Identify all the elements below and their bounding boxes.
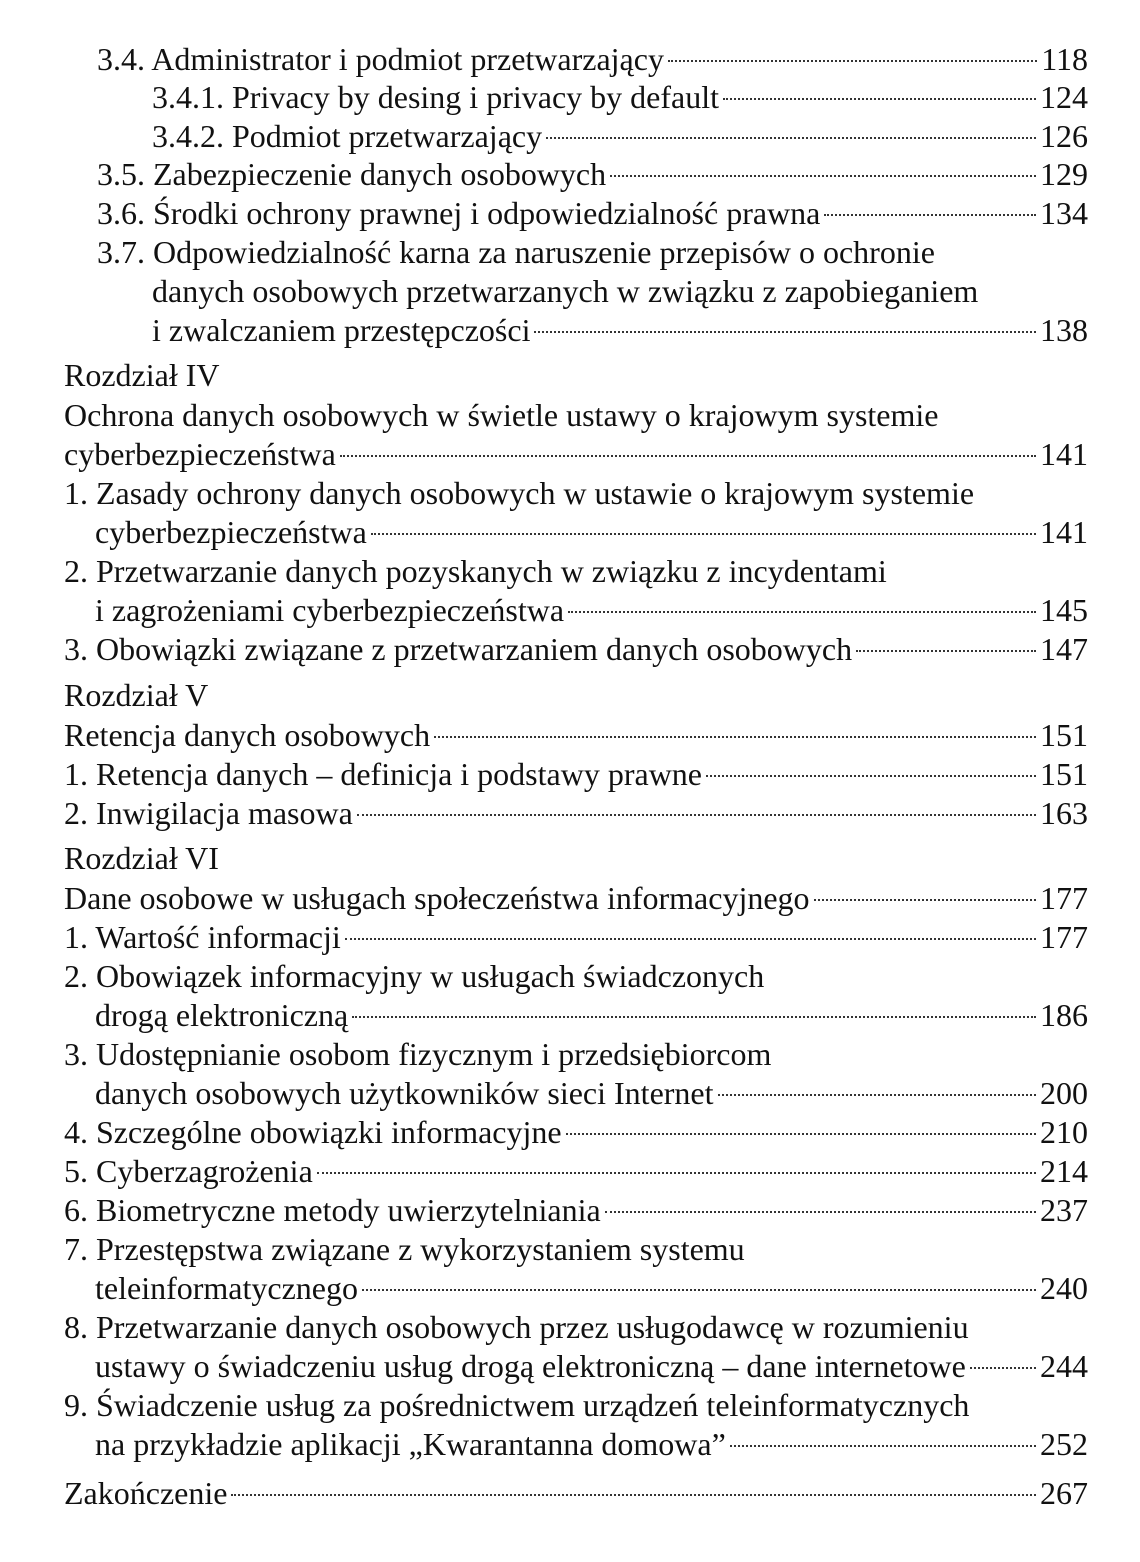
leader-dots xyxy=(824,214,1036,216)
leader-dots xyxy=(362,1289,1036,1291)
toc-entry-title: 3.5. Zabezpieczenie danych osobowych xyxy=(97,156,607,192)
leader-dots xyxy=(357,814,1036,816)
toc-entry xyxy=(97,155,1088,194)
toc-page-number: 126 xyxy=(1040,118,1088,154)
toc-entry xyxy=(64,1113,1088,1152)
leader-dots xyxy=(317,1172,1036,1174)
toc-entry-title: i zagrożeniami cyberbezpieczeństwa xyxy=(95,592,565,628)
chapter-title: Retencja danych osobowych xyxy=(64,717,431,753)
leader-dots xyxy=(345,938,1036,940)
toc-entry-title: ustawy o świadczeniu usług drogą elektroniczną – dane internetowe xyxy=(95,1348,966,1384)
toc-page-number: 244 xyxy=(1040,1348,1088,1384)
chapter-heading xyxy=(64,676,1088,715)
leader-dots xyxy=(668,60,1037,62)
toc-page-number: 237 xyxy=(1040,1192,1088,1228)
chapter-title: cyberbezpieczeństwa xyxy=(64,436,336,472)
toc-page-number: 124 xyxy=(1040,79,1088,115)
toc-entry xyxy=(64,1191,1088,1230)
toc-page-number: 200 xyxy=(1040,1075,1088,1111)
leader-dots xyxy=(730,1445,1036,1447)
leader-dots xyxy=(546,137,1036,139)
toc-entry xyxy=(95,513,1088,552)
toc-entry xyxy=(64,716,1088,755)
toc-page-number: 186 xyxy=(1040,997,1088,1033)
toc-entry-title: 3. Udostępnianie osobom fizycznym i przedsiębiorcom xyxy=(64,1036,772,1072)
toc-page-number: 134 xyxy=(1040,195,1088,231)
toc-page-number: 141 xyxy=(1040,436,1088,472)
toc-entry-title: 3.4. Administrator i podmiot przetwarzający xyxy=(97,41,664,77)
toc-entry xyxy=(95,1269,1088,1308)
leader-dots xyxy=(970,1367,1036,1369)
leader-dots xyxy=(371,533,1036,535)
toc-entry-title: 1. Zasady ochrony danych osobowych w ustawie o krajowym systemie xyxy=(64,475,975,511)
toc-entry-title: 2. Inwigilacja masowa xyxy=(64,795,353,831)
toc-entry-title: 3.4.2. Podmiot przetwarzający xyxy=(152,118,543,154)
chapter-heading xyxy=(64,356,1088,395)
toc-page-number: 267 xyxy=(1040,1475,1088,1511)
toc-entry-line xyxy=(64,474,1088,513)
toc-entry xyxy=(95,996,1088,1035)
toc-entry-title: cyberbezpieczeństwa xyxy=(95,514,367,550)
chapter-title: Zakończenie xyxy=(64,1475,228,1511)
toc-page-number: 240 xyxy=(1040,1270,1088,1306)
toc-entry-title: 3.7. Odpowiedzialność karna za naruszenie przepisów o ochronie xyxy=(97,234,935,270)
chapter-title: Dane osobowe w usługach społeczeństwa informacyjnego xyxy=(64,880,810,916)
leader-dots xyxy=(340,455,1036,457)
toc-entry-title: danych osobowych przetwarzanych w związku z zapobieganiem xyxy=(152,273,979,309)
toc-page-number: 252 xyxy=(1040,1426,1088,1462)
toc-entry-title: drogą elektroniczną xyxy=(95,997,349,1033)
toc-entry-line xyxy=(64,552,1088,591)
toc-page-number: 151 xyxy=(1040,756,1088,792)
leader-dots xyxy=(610,175,1036,177)
toc-entry-line xyxy=(64,1230,1088,1269)
toc-entry xyxy=(64,630,1088,669)
chapter-label: Rozdział VI xyxy=(64,840,219,876)
toc-entry xyxy=(64,1474,1088,1513)
toc-entry-title: 6. Biometryczne metody uwierzytelniania xyxy=(64,1192,601,1228)
toc-entry xyxy=(95,591,1088,630)
toc-entry xyxy=(95,1347,1088,1386)
toc-entry-title: i zwalczaniem przestępczości xyxy=(152,312,531,348)
toc-entry-title: 3. Obowiązki związane z przetwarzaniem danych osobowych xyxy=(64,631,853,667)
leader-dots xyxy=(534,331,1036,333)
toc-entry xyxy=(64,435,1088,474)
toc-entry-line xyxy=(64,1308,1088,1347)
toc-entry-title: 7. Przestępstwa związane z wykorzystaniem systemu xyxy=(64,1231,745,1267)
toc-entry-line xyxy=(64,957,1088,996)
toc-entry xyxy=(152,311,1088,350)
leader-dots xyxy=(231,1494,1036,1496)
toc-entry-line xyxy=(152,272,1088,311)
leader-dots xyxy=(814,899,1036,901)
leader-dots xyxy=(605,1211,1036,1213)
chapter-title-line xyxy=(64,396,1088,435)
toc-entry-title: 9. Świadczenie usług za pośrednictwem urządzeń teleinformatycznych xyxy=(64,1387,970,1423)
toc-page-number: 141 xyxy=(1040,514,1088,550)
toc-entry-title: 1. Retencja danych – definicja i podstawy prawne xyxy=(64,756,702,792)
toc-page-number: 151 xyxy=(1040,717,1088,753)
toc-entry-title: 8. Przetwarzanie danych osobowych przez usługodawcę w rozumieniu xyxy=(64,1309,969,1345)
toc-entry xyxy=(97,40,1088,79)
toc-entry-title: danych osobowych użytkowników sieci Internet xyxy=(95,1075,714,1111)
toc-page-number: 147 xyxy=(1040,631,1088,667)
toc-entry xyxy=(152,117,1088,156)
leader-dots xyxy=(718,1094,1036,1096)
toc-entry-title: 5. Cyberzagrożenia xyxy=(64,1153,313,1189)
leader-dots xyxy=(706,775,1036,777)
toc-entry xyxy=(95,1074,1088,1113)
toc-entry-line xyxy=(97,233,1088,272)
leader-dots xyxy=(566,1133,1036,1135)
toc-entry-line xyxy=(64,1386,1088,1425)
chapter-label: Rozdział V xyxy=(64,677,209,713)
toc-entry-title: na przykładzie aplikacji „Kwarantanna domowa” xyxy=(95,1426,726,1462)
toc-page-number: 118 xyxy=(1041,41,1088,77)
toc-entry xyxy=(64,918,1088,957)
leader-dots xyxy=(723,98,1036,100)
toc-page-number: 163 xyxy=(1040,795,1088,831)
toc-page-number: 177 xyxy=(1040,919,1088,955)
toc-entry-title: teleinformatycznego xyxy=(95,1270,358,1306)
toc-page-number: 214 xyxy=(1040,1153,1088,1189)
toc-entry xyxy=(152,78,1088,117)
toc-entry xyxy=(64,794,1088,833)
leader-dots xyxy=(434,736,1036,738)
toc-entry-title: 2. Przetwarzanie danych pozyskanych w związku z incydentami xyxy=(64,553,887,589)
chapter-label: Rozdział IV xyxy=(64,357,220,393)
leader-dots xyxy=(856,650,1036,652)
leader-dots xyxy=(352,1016,1036,1018)
toc-page-number: 129 xyxy=(1040,156,1088,192)
toc-entry-title: 3.4.1. Privacy by desing i privacy by default xyxy=(152,79,719,115)
leader-dots xyxy=(568,611,1036,613)
toc-entry xyxy=(64,879,1088,918)
toc-entry xyxy=(97,194,1088,233)
toc-entry-title: 4. Szczególne obowiązki informacyjne xyxy=(64,1114,562,1150)
toc-page-number: 177 xyxy=(1040,880,1088,916)
chapter-title: Ochrona danych osobowych w świetle ustawy o krajowym systemie xyxy=(64,397,939,433)
toc-entry-title: 2. Obowiązek informacyjny w usługach świadczonych xyxy=(64,958,765,994)
toc-page-number: 210 xyxy=(1040,1114,1088,1150)
toc-entry-title: 1. Wartość informacji xyxy=(64,919,341,955)
toc-entry xyxy=(64,755,1088,794)
toc-entry-title: 3.6. Środki ochrony prawnej i odpowiedzialność prawna xyxy=(97,195,821,231)
chapter-heading xyxy=(64,839,1088,878)
toc-entry xyxy=(95,1425,1088,1464)
toc-entry xyxy=(64,1152,1088,1191)
toc-page-number: 138 xyxy=(1040,312,1088,348)
toc-entry-line xyxy=(64,1035,1088,1074)
toc-page-number: 145 xyxy=(1040,592,1088,628)
